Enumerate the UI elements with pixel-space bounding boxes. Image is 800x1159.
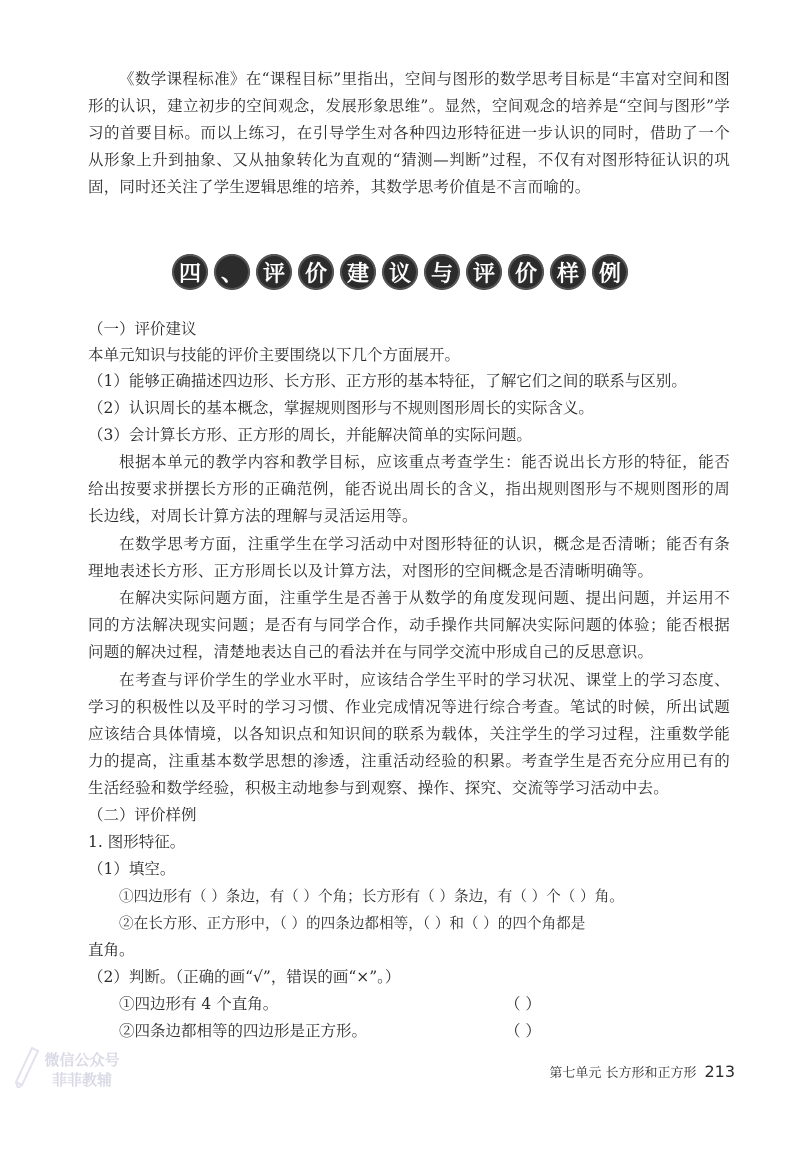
suggestion-paragraph: 在考查与评价学生的学业水平时，应该结合学生平时的学习状况、课堂上的学习态度、学习的积极性以及平时的学习习惯、作业完成情况等进行综合考查。笔试的时候，所出试题应该结合具体情境，以各知识点和知识间的联系为载体，关注学生的学习过程，注重数学能力的提高，注重基本数学思想的渗透，注重活动经验的积累。考查学生是否充分应用已有的生活经验和数学经验，积极主动地参与到观察、操作、探究、交流等学习活动中去。 bbox=[88, 671, 730, 797]
heading-char: 例 bbox=[592, 254, 628, 290]
suggestion-item: （1）能够正确描述四边形、长方形、正方形的基本特征，了解它们之间的联系与区别。 bbox=[88, 372, 687, 390]
fill-item: ②在长方形、正方形中，（ ）的四条边都相等，（ ）和（ ）的四个角都是 bbox=[119, 915, 586, 932]
suggestion-paragraph: 在解决实际问题方面，注重学生是否善于从数学的角度发现问题、提出问题，并运用不同的方法解决现实问题；是否有与同学合作，动手操作共同解决实际问题的体验；能否根据问题的解决过程，清楚地表达自己的看法并在与同学交流中形成自己的反思意识。 bbox=[88, 589, 730, 661]
fill-title: （1）填空。 bbox=[88, 860, 176, 878]
answer-blank: （ ） bbox=[505, 1022, 541, 1040]
suggestion-item: （2）认识周长的基本概念，掌握规则图形与不规则图形周长的实际含义。 bbox=[88, 399, 594, 417]
intro-paragraph: 《数学课程标准》在“课程目标”里指出，空间与图形的数学思考目标是“丰富对空间和图形的认识，建立初步的空间观念，发展形象思维”。显然，空间观念的培养是“空间与图形”学习的首要目标。而以上练习，在引导学生对各种四边形特征进一步认识的同时，借助了一个从形象上升到抽象、又从抽象转化为直观的“猜测—判断”过程，不仅有对图形特征认识的巩固，同时还关注了学生逻辑思维的培养，其数学思考价值是不言而喻的。 bbox=[88, 70, 730, 196]
fill-item-continuation: 直角。 bbox=[88, 941, 135, 959]
unit-title: 第七单元 长方形和正方形 bbox=[549, 1066, 697, 1081]
examples-title: （二）评价样例 bbox=[88, 806, 197, 824]
suggestions-title: （一）评价建议 bbox=[88, 320, 197, 338]
heading-char: 价 bbox=[298, 254, 334, 290]
judge-item: ①四边形有 4 个直角。 bbox=[119, 995, 279, 1013]
heading-char: 议 bbox=[382, 254, 418, 290]
question-title: 1. 图形特征。 bbox=[88, 833, 186, 851]
suggestion-item: （3）会计算长方形、正方形的周长，并能解决简单的实际问题。 bbox=[88, 426, 532, 444]
suggestion-paragraph: 根据本单元的教学内容和教学目标，应该重点考查学生：能否说出长方形的特征，能否给出按要求拼摆长方形的正确范例，能否说出周长的含义，指出规则图形与不规则图形的周长边线，对周长计算方法的理解与灵活运用等。 bbox=[88, 453, 730, 525]
heading-char: 与 bbox=[424, 254, 460, 290]
heading-char: 评 bbox=[256, 254, 292, 290]
heading-char: 评 bbox=[466, 254, 502, 290]
judge-title: （2）判断。（正确的画“√”，错误的画“×”。） bbox=[88, 968, 401, 986]
judge-item: ②四条边都相等的四边形是正方形。 bbox=[119, 1022, 368, 1040]
page-number: 213 bbox=[704, 1062, 735, 1081]
answer-blank: （ ） bbox=[505, 995, 541, 1013]
watermark-line: 微信公众号 bbox=[44, 1051, 120, 1069]
heading-char: 价 bbox=[508, 254, 544, 290]
heading-char: 建 bbox=[340, 254, 376, 290]
section-heading bbox=[0, 254, 800, 290]
heading-char: 样 bbox=[550, 254, 586, 290]
suggestion-paragraph: 在数学思考方面，注重学生在学习活动中对图形特征的认识，概念是否清晰；能否有条理地表述长方形、正方形周长以及计算方法，对图形的空间概念是否清晰明确等。 bbox=[88, 535, 730, 580]
heading-char: 四 bbox=[172, 254, 208, 290]
watermark-line: 菲菲教辅 bbox=[51, 1071, 112, 1089]
watermark bbox=[22, 1050, 142, 1096]
heading-char: 、 bbox=[214, 254, 250, 290]
fill-item: ①四边形有（ ）条边，有（ ）个角；长方形有（ ）条边，有（ ）个（ ）角。 bbox=[119, 888, 624, 905]
suggestions-lead: 本单元知识与技能的评价主要围绕以下几个方面展开。 bbox=[88, 346, 461, 364]
